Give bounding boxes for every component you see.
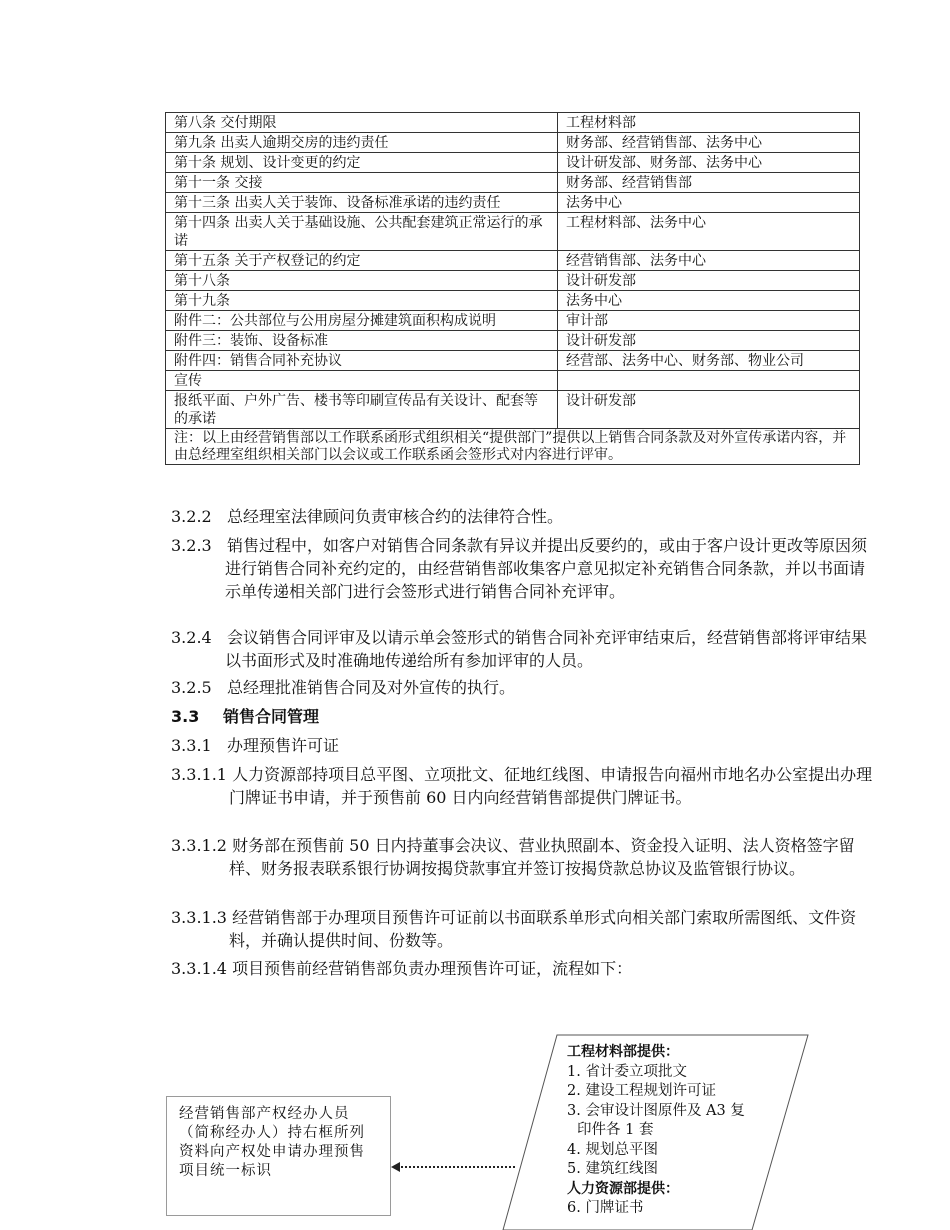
paragraph-number: 3.2.3 [171,536,212,555]
table-cell-item: 宣传 [166,371,558,391]
table-cell-item: 附件三：装饰、设备标准 [166,331,558,351]
paragraph-3-2-2 [171,505,875,528]
paragraph-text: 会议销售合同评审及以请示单会签形式的销售合同补充评审结束后，经营销售部将评审结果以书面形式及时准确地传递给所有参加评审的人员。 [225,628,867,670]
table-cell-dept [558,371,860,391]
materials-list [567,1043,757,1219]
materials-group-label: 工程材料部提供： [567,1044,679,1060]
table-cell-dept: 审计部 [558,311,860,331]
paragraph-text: 办理预售许可证 [226,736,339,755]
table-row [166,271,860,291]
table-cell-item: 第十八条 [166,271,558,291]
materials-group-label: 人力资源部提供： [567,1180,679,1197]
paragraph-3-3-1 [171,734,875,757]
materials-item: 1. 省计委立项批文 [567,1063,687,1080]
paragraph-text: 财务部在预售前 50 日内持董事会决议、营业执照副本、资金投入证明、法人资格签字留样、财务报表联系银行协调按揭贷款事宜并签订按揭贷款总协议及监管银行协议。 [229,836,855,878]
responsibility-table [165,112,860,465]
table-cell-item: 附件二：公共部位与公用房屋分摊建筑面积构成说明 [166,311,558,331]
table-cell-dept: 法务中心 [558,291,860,311]
table-row [166,193,860,213]
table-row [166,351,860,371]
paragraph-text: 项目预售前经营销售部负责办理预售许可证，流程如下： [232,959,633,978]
paragraph-number: 3.2.5 [171,678,212,697]
paragraph-number: 3.3.1.2 [171,836,227,855]
table-cell-dept: 财务部、经营销售部 [558,173,860,193]
paragraph-number: 3.3.1.1 [171,765,227,784]
table-note-row [166,429,860,465]
table-cell-dept: 法务中心 [558,193,860,213]
table-cell-item: 第十三条 出卖人关于装饰、设备标准承诺的违约责任 [166,193,558,213]
paragraph-number: 3.3.1 [171,736,212,755]
paragraph-text: 销售过程中，如客户对销售合同条款有异议并提出反要约的，或由于客户设计更改等原因须进行销售合同补充约定的，由经营销售部收集客户意见拟定补充销售合同条款，并以书面请示单传递相关部门进行会签形式进行销售合同补充评审。 [225,536,867,601]
table-body [166,113,860,465]
paragraph-number: 3.3.1.4 [171,959,227,978]
materials-item: 4. 规划总平图 [567,1141,658,1158]
table-note: 注：以上由经营销售部以工作联系函形式组织相关“提供部门”提供以上销售合同条款及对外宣传承诺内容，并由总经理室组织相关部门以会议或工作联系函会签形式对内容进行评审。 [166,429,860,465]
table-cell-item: 第十一条 交接 [166,173,558,193]
table-cell-dept: 财务部、经营销售部、法务中心 [558,133,860,153]
table-cell-item: 第十九条 [166,291,558,311]
paragraph-text: 人力资源部持项目总平图、立项批文、征地红线图、申请报告向福州市地名办公室提出办理门牌证书申请，并于预售前 60 日内向经营销售部提供门牌证书。 [229,765,873,807]
table-row [166,391,860,429]
table-cell-item: 第十五条 关于产权登记的约定 [166,251,558,271]
table-cell-dept: 工程材料部、法务中心 [558,213,860,251]
materials-item: 3. 会审设计图原件及 A3 复印件各 1 套 [567,1102,745,1138]
paragraph-number: 3.2.2 [171,507,212,526]
table-cell-item: 第八条 交付期限 [166,113,558,133]
table-row [166,291,860,311]
table-row [166,251,860,271]
section-title: 销售合同管理 [223,707,320,726]
materials-item: 2. 建设工程规划许可证 [567,1083,716,1099]
table-cell-item: 第十条 规划、设计变更的约定 [166,153,558,173]
paragraph-text: 总经理室法律顾问负责审核合约的法律符合性。 [226,507,563,526]
table-cell-item: 第十四条 出卖人关于基础设施、公共配套建筑正常运行的承诺 [166,213,558,251]
table-row [166,311,860,331]
paragraph-number: 3.2.4 [171,628,212,647]
table-row [166,213,860,251]
table-cell-dept: 设计研发部 [558,391,860,429]
paragraph-number: 3.3.1.3 [171,908,227,927]
section-heading [171,705,319,728]
paragraph-3-3-1-2 [171,834,879,880]
table-row [166,153,860,173]
paragraph-3-3-1-3 [171,906,879,952]
materials-item: 6. 门牌证书 [567,1200,644,1216]
paragraph-3-3-1-4 [171,957,879,980]
paragraph-3-2-4 [171,626,875,672]
table-row [166,331,860,351]
materials-item: 5. 建筑红线图 [567,1161,658,1177]
table-cell-dept: 工程材料部 [558,113,860,133]
table-cell-item: 报纸平面、户外广告、楼书等印刷宣传品有关设计、配套等的承诺 [166,391,558,429]
table-row [166,113,860,133]
table-cell-item: 附件四：销售合同补充协议 [166,351,558,371]
paragraph-3-2-5 [171,676,875,699]
flow-arrowhead [391,1162,400,1172]
table-row [166,173,860,193]
table-row [166,371,860,391]
section-number: 3.3 [171,707,200,726]
table-cell-item: 第九条 出卖人逾期交房的违约责任 [166,133,558,153]
table-row [166,133,860,153]
table-cell-dept: 设计研发部 [558,271,860,291]
paragraph-text: 总经理批准销售合同及对外宣传的执行。 [226,678,515,697]
paragraph-3-2-3 [171,534,875,603]
paragraph-text: 经营销售部于办理项目预售许可证前以书面联系单形式向相关部门索取所需图纸、文件资料，并确认提供时间、份数等。 [229,908,857,950]
table-cell-dept: 设计研发部 [558,331,860,351]
flow-process-box: 经营销售部产权经办人员（简称经办人）持右框所列资料向产权处申请办理预售项目统一标识 [166,1096,391,1216]
table-cell-dept: 经营部、法务中心、财务部、物业公司 [558,351,860,371]
paragraph-3-3-1-1 [171,763,879,809]
table-cell-dept: 设计研发部、财务部、法务中心 [558,153,860,173]
table-cell-dept: 经营销售部、法务中心 [558,251,860,271]
